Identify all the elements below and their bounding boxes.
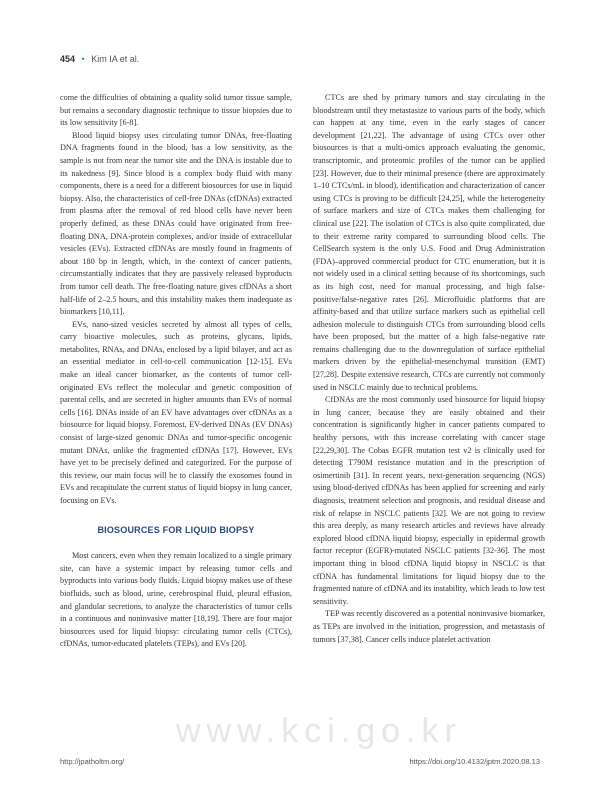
- header-authors: Kim IA et al.: [91, 54, 140, 64]
- page-number: 454: [60, 54, 76, 64]
- right-column: [313, 92, 545, 646]
- paragraph: Most cancers, even when they remain localized to a single primary site, can have a systemic impact by releasing tumor cells and byproducts into various body fluids. Liquid biopsy makes use of these biofluids, such as blood, urine, cerebrospinal fluid, pleural effusion, and glandular secretions, to analyze the characteristics of tumor cells in a continuous and noninvasive matter [18,19]. There are four major biosources used for liquid biopsy: circulating tumor cells (CTCs), cfDNAs, tumor-educated platelets (TEPs), and EVs [20].: [60, 551, 292, 649]
- watermark: www.kci.go.kr: [176, 712, 462, 750]
- paragraph: CfDNAs are the most commonly used biosource for liquid biopsy in lung cancer, because they are easily obtained and their concentration is significantly higher in cancer patients compared to healthy persons, with this increase correlating with cancer stage [22,29,30]. The Cobas EGFR mutation test v2 is clinically used for detecting T790M resistance mutation and in the prescription of osimertinib [31]. In recent years, next-generation sequencing (NGS) using blood-derived cfDNAs has been applied for screening and early diagnosis, treatment selection and prognosis, and residual disease and risk of relapse in NSCLC patients [32]. We are not going to review this area deeply, as many research articles and reviews have already explored blood cfDNA liquid biopsy, especially in epidermal growth factor receptor (EGFR)-mutated NSCLC patients [32-36]. The most important thing in blood cfDNA liquid biopsy in NSCLC is that cfDNA has fundamental limitations for liquid biopsy due to the fragmented nature of cfDNA and its instability, which leads to low test sensitivity.: [313, 395, 545, 606]
- footer-journal-link[interactable]: http://jpatholtm.org/: [60, 757, 125, 766]
- paragraph: come the difficulties of obtaining a quality solid tumor tissue sample, but remains a secondary diagnostic technique to tissue biopsies due to its low sensitivity [6-8].: [60, 93, 292, 128]
- section-heading: BIOSOURCES FOR LIQUID BIOPSY: [97, 524, 255, 535]
- left-column: [60, 92, 292, 651]
- paragraph: TEP was recently discovered as a potential noninvasive biomarker, as TEPs are involved in the initiation, progression, and metastasis of tumors [37,38]. Cancer cells induce platelet activation: [313, 609, 545, 644]
- paragraph: EVs, nano-sized vesicles secreted by almost all types of cells, carry bioactive molecules, such as proteins, glycans, lipids, metabolites, RNAs, and DNAs, enclosed by a lipid bilayer, and act as an essential mediator in cell-to-cell communication [12-15]. EVs make an ideal cancer biomarker, as the contents of tumor cell-originated EVs reflect the molecular and genetic composition of parental cells, and are secreted in higher amounts than EVs of normal cells [16]. DNAs inside of an EV have advantages over cfDNAs as a biosource for liquid biopsy. Foremost, EV-derived DNAs (EV DNAs) consist of large-sized genomic DNAs and tumor-specific oncogenic mutant DNAs, unlike the fragmented cfDNAs [17]. However, EVs have yet to be precisely defined and categorized. For the purpose of this review, our main focus will be to classify the exosomes found in EVs and recapitulate the current status of liquid biopsy in lung cancer, focusing on EVs.: [60, 319, 292, 505]
- paragraph: CTCs are shed by primary tumors and stay circulating in the bloodstream until they metastasize to various parts of the body, which can happen at any time, even in the early stages of cancer development [21,22]. The advantage of using CTCs over other biosources is that a multi-omics approach evaluating the genomic, transcriptomic, and proteomic profiles of the tumor can be applied [23]. However, due to their minimal presence (there are approximately 1–10 CTCs/mL in blood), identification and characterization of cancer using CTCs is proving to be difficult [24,25], while the heterogeneity of surface markers and size of CTCs makes them challenging for clinical use [22]. The isolation of CTCs is also quite complicated, due to their extreme rarity compared to surrounding blood cells. The CellSearch system is the only U.S. Food and Drug Administration (FDA)–approved commercial product for CTC enumeration, but it is not widely used in a clinical setting because of its shortcomings, such as its high cost, need for manual processing, and high false-positive/false-negative rates [26]. Microfluidic platforms that are affinity-based and that utilize surface markers such as epithelial cell adhesion molecule to distinguish CTCs from surrounding blood cells have been proposed, but the matter of a high false-negative rate remains challenging due to the downregulation of surface epithelial markers driven by the epithelial-mesenchymal transition (EMT) [27,28]. Despite extensive research, CTCs are currently not commonly used in NSCLC mainly due to technical problems.: [313, 93, 545, 392]
- running-header: [60, 54, 139, 64]
- paragraph: Blood liquid biopsy uses circulating tumor DNAs, free-floating DNA fragments found in the blood, has a low sensitivity, as the sample is not from near the tumor site and the DNA is instable due to its nakedness [9]. Since blood is a complex body fluid with many components, there is a need for a different biosources for use in liquid biopsy. Also, the characteristics of cell-free DNAs (cfDNAs) extracted from plasma after the removal of red blood cells have never been properly defined, as these DNAs could have originated from free-floating DNA, DNA-protein complexes, and/or inside of extracellular vesicles (EVs). Extracted cfDNAs are mostly found in fragments of about 180 bp in length, which, in the context of cancer patients, circumstantially indicates that they are passively released byproducts from tumor cell death. The free-floating nature gives cfDNAs a short half-life of 2–2.5 hours, and this instability makes them inadequate as biomarkers [10,11].: [60, 130, 292, 317]
- header-bullet: •: [81, 54, 85, 64]
- footer-doi-link[interactable]: https://doi.org/10.4132/jptm.2020.08.13: [409, 757, 540, 766]
